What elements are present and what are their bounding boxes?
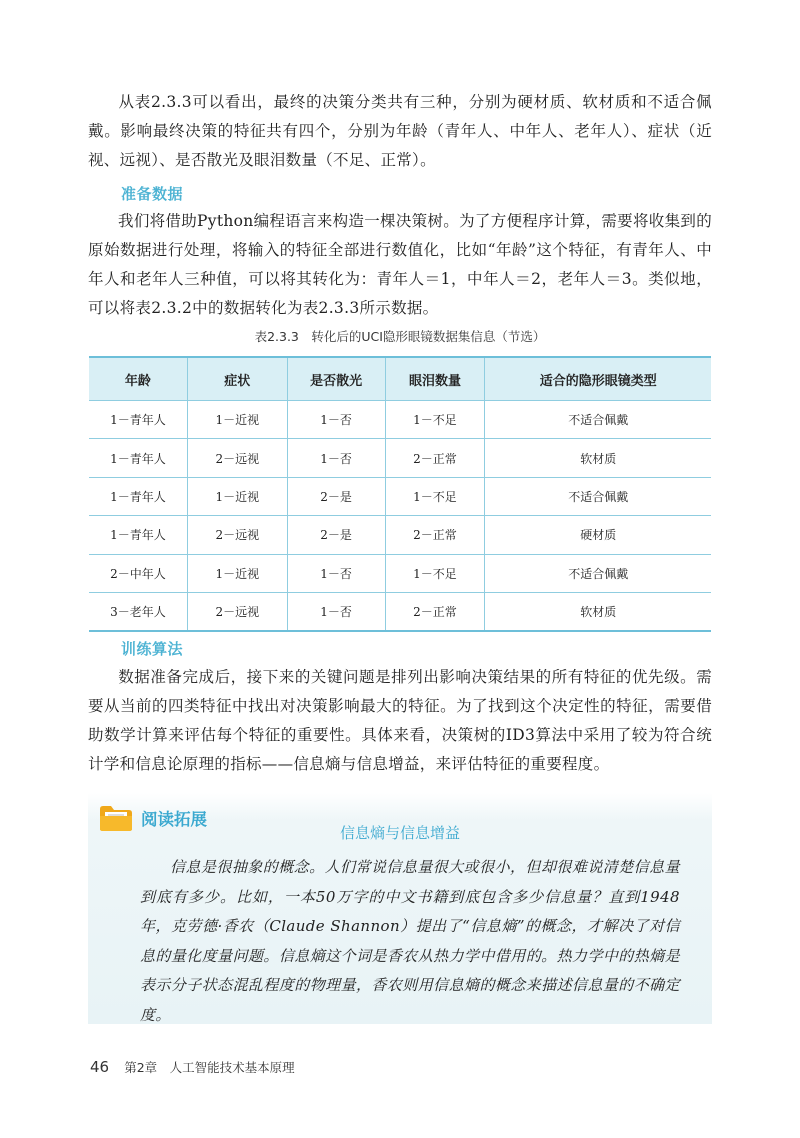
chapter-title: 第2章 人工智能技术基本原理 [124,1060,295,1075]
table-cell: 软材质 [485,592,711,631]
reading-paragraph [140,853,680,1030]
table-row [89,516,711,554]
reading-subtitle: 信息熵与信息增益 [339,824,460,842]
table-cell: 不适合佩戴 [485,401,711,439]
prepare-data-text: 我们将借助Python编程语言来构造一棵决策树。为了方便程序计算，需要将收集到的原始数据进行处理，将输入的特征全部进行数值化，比如“年龄”这个特征，有青年人、中年人和老年人三种值，可以将其转化为：青年人＝1，中年人＝2，老年人＝3。类似地，可以将表2.3.2中的数据转化为表2.3.3所示数据。 [88,212,712,317]
table-cell: 2－是 [287,516,385,554]
column-header-age: 年龄 [89,357,187,401]
table-header-row [89,357,711,401]
table-cell: 1－近视 [187,477,287,515]
table-cell: 2－是 [287,477,385,515]
prepare-data-paragraph [88,207,712,323]
table-cell: 软材质 [485,439,711,477]
table-cell: 2－正常 [385,439,485,477]
table-row [89,554,711,592]
table-cell: 2－中年人 [89,554,187,592]
table-row [89,592,711,631]
table-cell: 1－否 [287,554,385,592]
table-cell: 1－不足 [385,401,485,439]
table-cell: 不适合佩戴 [485,477,711,515]
section-heading-prepare-data: 准备数据 [121,185,184,203]
table-row [89,477,711,515]
table-cell: 1－青年人 [89,439,187,477]
table-cell: 1－否 [287,439,385,477]
contact-lens-data-table [89,356,711,632]
table-cell: 1－近视 [187,554,287,592]
page-footer [90,1057,295,1076]
table-cell: 1－否 [287,592,385,631]
table-cell: 硬材质 [485,516,711,554]
table-cell: 1－青年人 [89,401,187,439]
train-algorithm-text: 数据准备完成后，接下来的关键问题是排列出影响决策结果的所有特征的优先级。需要从当前的四类特征中找出对决策影响最大的特征。为了找到这个决定性的特征，需要借助数学计算来评估每个特征的重要性。具体来看，决策树的ID3算法中采用了较为符合统计学和信息论原理的指标——信息熵与信息增益，来评估特征的重要程度。 [88,668,712,773]
column-header-tear-rate: 眼泪数量 [385,357,485,401]
table-cell: 1－不足 [385,554,485,592]
reading-paragraph-text: 信息是很抽象的概念。人们常说信息量很大或很小，但却很难说清楚信息量到底有多少。比如，一本50万字的中文书籍到底包含多少信息量？直到1948年，克劳德·香农（Claude Shannon）提出了“信息熵”的概念，才解决了对信息的量化度量问题。信息熵这个词是香农从热力学中借用的。热力学中的热熵是表示分子状态混乱程度的物理量，香农则用信息熵的概念来描述信息量的不确定度。 [140,858,680,1024]
table-cell: 1－否 [287,401,385,439]
table-row [89,439,711,477]
table-cell: 2－正常 [385,592,485,631]
table-cell: 1－青年人 [89,516,187,554]
table-row [89,401,711,439]
intro-paragraph-text: 从表2.3.3可以看出，最终的决策分类共有三种，分别为硬材质、软材质和不适合佩戴。影响最终决策的特征共有四个，分别为年龄（青年人、中年人、老年人）、症状（近视、远视）、是否散光及眼泪数量（不足、正常）。 [88,93,712,169]
table-caption: 表2.3.3 转化后的UCI隐形眼镜数据集信息（节选） [254,329,546,344]
table-cell: 1－不足 [385,477,485,515]
train-algorithm-paragraph [88,663,712,779]
table-cell: 1－近视 [187,401,287,439]
table-cell: 不适合佩戴 [485,554,711,592]
column-header-symptom: 症状 [187,357,287,401]
column-header-astigmatism: 是否散光 [287,357,385,401]
column-header-lens-type: 适合的隐形眼镜类型 [485,357,711,401]
table-cell: 2－远视 [187,592,287,631]
page-number: 46 [90,1058,110,1076]
intro-paragraph [88,88,712,175]
table-cell: 1－青年人 [89,477,187,515]
reading-extension-title: 阅读拓展 [141,810,207,829]
section-heading-train-algorithm: 训练算法 [121,640,184,658]
table-cell: 3－老年人 [89,592,187,631]
table-cell: 2－远视 [187,516,287,554]
table-cell: 2－正常 [385,516,485,554]
table-cell: 2－远视 [187,439,287,477]
